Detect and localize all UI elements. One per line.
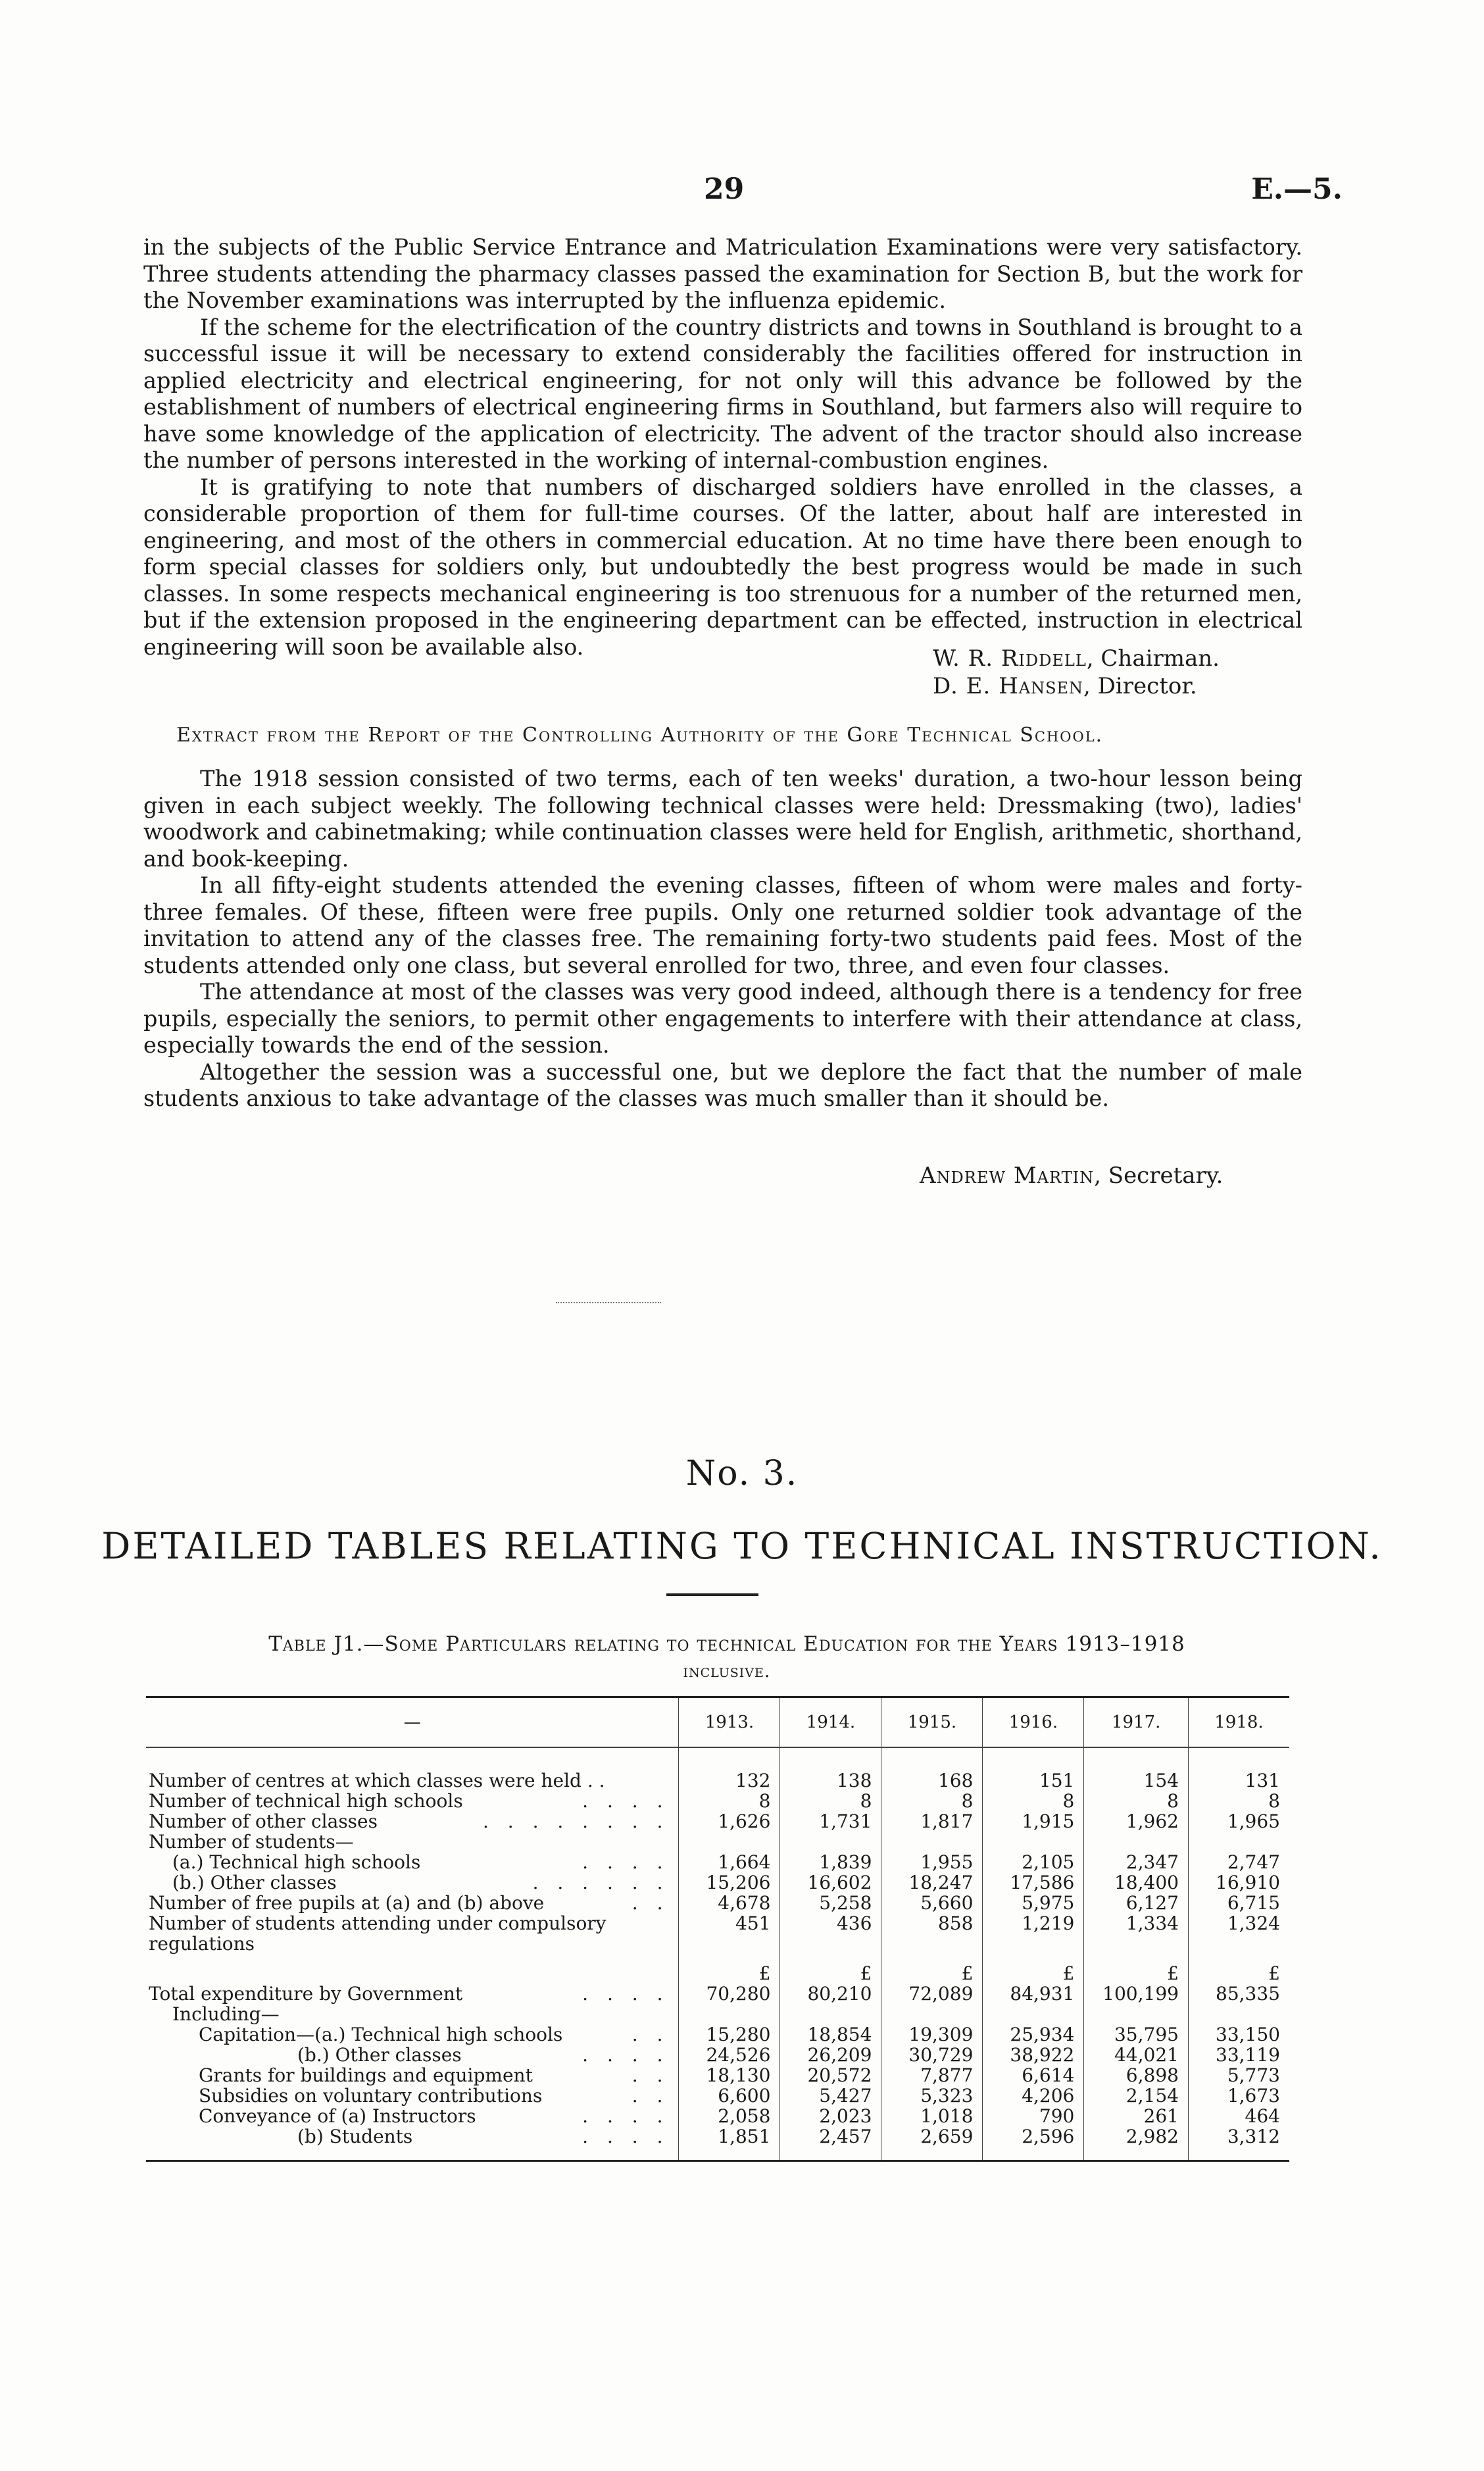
column-header-label: —	[146, 1697, 679, 1748]
signature-secretary: Andrew Martin, Secretary.	[920, 1162, 1224, 1189]
table-row: Number of students—	[146, 1832, 1289, 1852]
table-row: Number of centres at which classes were held . . 132 138 168 151 154 131	[146, 1747, 1289, 1791]
table-row: £ £ £ £ £ £	[146, 1954, 1289, 1984]
table-row: Grants for buildings and equipment . . 18,130 20,572 7,877 6,614 6,898 5,773	[146, 2065, 1289, 2085]
table-row: Total expenditure by Government . . . . 70,280 80,210 72,089 84,931 100,199 85,335	[146, 1984, 1289, 2004]
document-reference: E.—5.	[1251, 172, 1343, 206]
section-separator	[556, 1302, 661, 1303]
table-row: (a.) Technical high schools . . . . 1,664 1,839 1,955 2,105 2,347 2,747	[146, 1852, 1289, 1872]
table-row: Number of free pupils at (a) and (b) above . . 4,678 5,258 5,660 5,975 6,127 6,715	[146, 1893, 1289, 1913]
gore-report	[143, 766, 1302, 1112]
column-header-year: 1913.	[679, 1697, 780, 1748]
section-title: DETAILED TABLES RELATING TO TECHNICAL INSTRUCTION.	[101, 1525, 1383, 1567]
table-row: Capitation—(a.) Technical high schools . . 15,280 18,854 19,309 25,934 35,795 33,150	[146, 2024, 1289, 2045]
page-header	[0, 172, 1484, 212]
signature-director: D. E. Hansen, Director.	[933, 673, 1197, 699]
column-header-year: 1914.	[780, 1697, 881, 1748]
table-row: Conveyance of (a) Instructors . . . . 2,058 2,023 1,018 790 261 464	[146, 2106, 1289, 2126]
title-rule	[666, 1593, 758, 1596]
technical-education-table	[146, 1696, 1289, 2162]
table-title: Table J1.—Some Particulars relating to technical Education for the Years 1913–1918 inclusive.	[268, 1632, 1185, 1682]
table-row: Subsidies on voluntary contributions . . 6,600 5,427 5,323 4,206 2,154 1,673	[146, 2085, 1289, 2106]
paragraph: It is gratifying to note that numbers of discharged soldiers have enrolled in the classes, a considerable proportion of them for full-time courses. Of the latter, about half are interested in engineering, and most of the others in commercial education. At no time have there been enough to form special classes for soldiers only, but undoubtedly the best progress would be made in such classes. In some respects mechanical engineering is too strenuous for a number of the returned men, but if the extension proposed in the engineering department can be effected, instruction in electrical engineering will soon be available also.	[143, 474, 1302, 660]
table-header-row	[146, 1697, 1289, 1748]
column-header-year: 1916.	[983, 1697, 1084, 1748]
column-header-year: 1917.	[1084, 1697, 1189, 1748]
table-row: (b.) Other classes . . . . 24,526 26,209 30,729 38,922 44,021 33,119	[146, 2045, 1289, 2065]
column-header-year: 1915.	[881, 1697, 983, 1748]
southland-report	[143, 234, 1302, 661]
table-row: (b.) Other classes . . . . . . 15,206 16,602 18,247 17,586 18,400 16,910	[146, 1872, 1289, 1893]
paragraph: in the subjects of the Public Service Entrance and Matriculation Examinations were very satisfactory. Three students attending the pharmacy classes passed the examination for Section B, but the work for the November examinations was interrupted by the influenza epidemic.	[143, 234, 1302, 313]
signature-chairman: W. R. Riddell, Chairman.	[933, 645, 1220, 672]
table-row: Number of other classes . . . . . . . . 1,626 1,731 1,817 1,915 1,962 1,965	[146, 1811, 1289, 1832]
paragraph: The attendance at most of the classes was very good indeed, although there is a tendency for free pupils, especially the seniors, to permit other engagements to interfere with their attendance at class, especially towards the end of the session.	[143, 979, 1302, 1058]
table-row: Number of technical high schools . . . . 8 8 8 8 8 8	[146, 1791, 1289, 1811]
table-row: Including—	[146, 2004, 1289, 2024]
gore-heading: Extract from the Report of the Controlling Authority of the Gore Technical School.	[176, 724, 1104, 747]
paragraph: If the scheme for the electrification of the country districts and towns in Southland is brought to a successful issue it will be necessary to extend considerably the facilities offered for instruction in applied electricity and electrical engineering, for not only will this advance be followed by the establishment of numbers of electrical engineering firms in Southland, but farmers also will require to have some knowledge of the application of electricity. The advent of the tractor should also increase the number of persons interested in the working of internal-combustion engines.	[143, 314, 1302, 473]
paragraph: In all fifty-eight students attended the evening classes, fifteen of whom were males and forty-three females. Of these, fifteen were free pupils. Only one returned soldier took advantage of the invitation to attend any of the classes free. The remaining forty-two students paid fees. Most of the students attended only one class, but several enrolled for two, three, and even four classes.	[143, 872, 1302, 978]
column-header-year: 1918.	[1188, 1697, 1289, 1748]
section-number: No. 3.	[685, 1454, 799, 1493]
paragraph: Altogether the session was a successful one, but we deplore the fact that the number of male students anxious to take advantage of the classes was much smaller than it should be.	[143, 1059, 1302, 1111]
paragraph: The 1918 session consisted of two terms, each of ten weeks' duration, a two-hour lesson being given in each subject weekly. The following technical classes were held: Dressmaking (two), ladies' woodwork and cabinetmaking; while continuation classes were held for English, arithmetic, shorthand, and book-keeping.	[143, 766, 1302, 872]
table-row: Number of students attending under compulsory regulations 451 436 858 1,219 1,334 1,324	[146, 1913, 1289, 1954]
page-number: 29	[704, 172, 745, 206]
table-row: (b) Students . . . . 1,851 2,457 2,659 2,596 2,982 3,312	[146, 2126, 1289, 2161]
